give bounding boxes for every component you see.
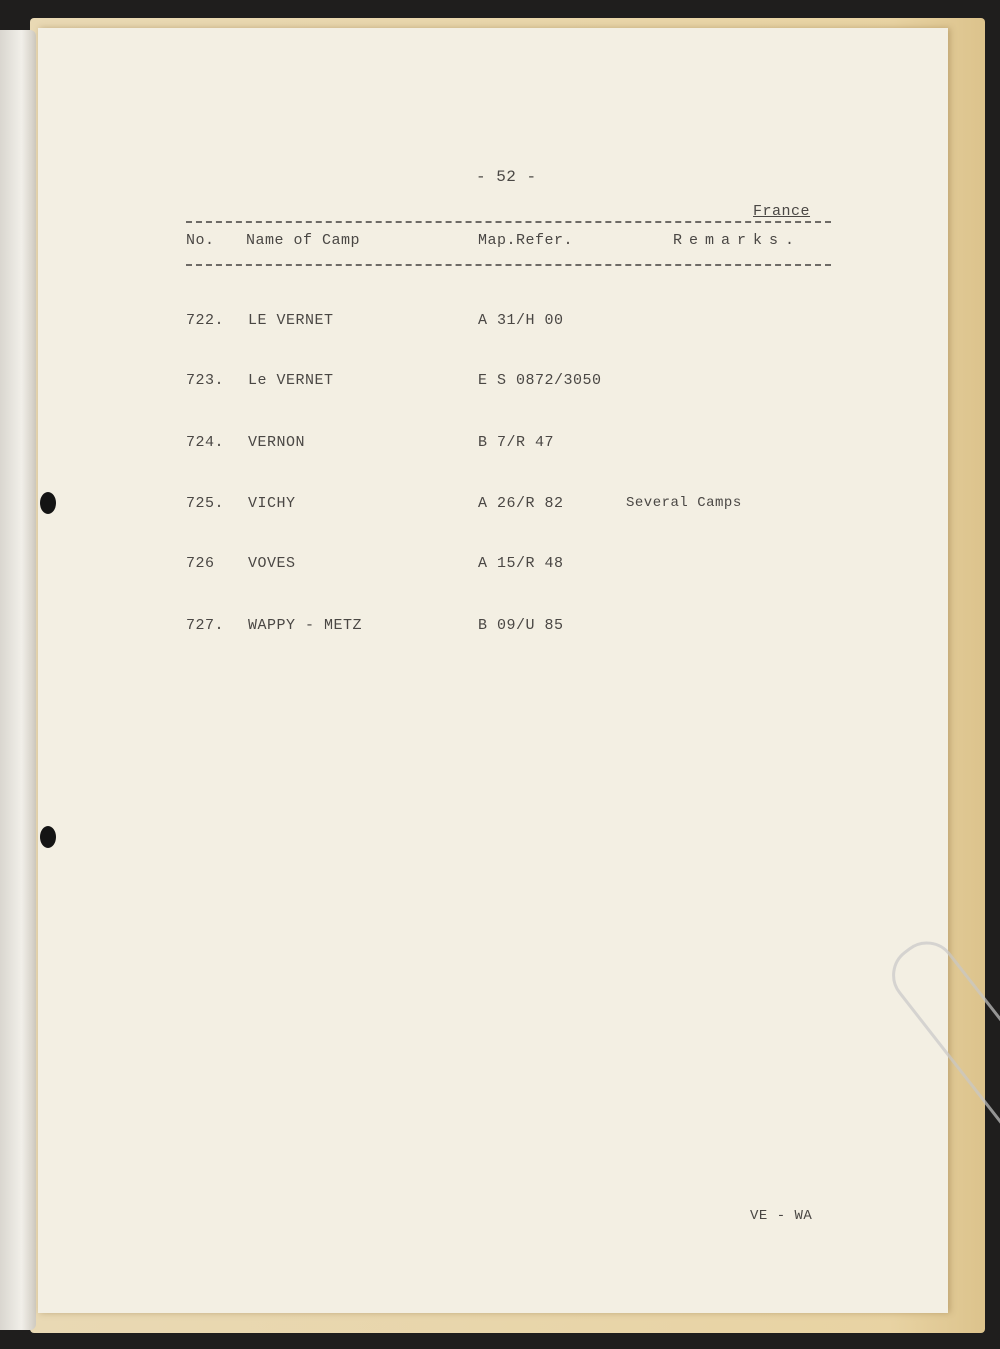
camp-name: VOVES (248, 555, 296, 572)
row-number: 726 (186, 555, 215, 572)
table-row (38, 555, 948, 585)
remarks: Several Camps (626, 495, 742, 511)
row-number: 723. (186, 372, 225, 389)
map-reference: A 31/H 00 (478, 312, 564, 329)
map-reference: B 7/R 47 (478, 434, 555, 451)
header-remarks: Remarks. (673, 232, 802, 249)
row-number: 725. (186, 495, 225, 512)
map-reference: A 26/R 82 (478, 495, 564, 512)
table-row (38, 312, 948, 342)
country-heading: France (753, 203, 811, 220)
document-page (38, 28, 948, 1313)
header-rule-bottom (186, 264, 831, 266)
camp-name: VERNON (248, 434, 306, 451)
map-reference: A 15/R 48 (478, 555, 564, 572)
table-row (38, 434, 948, 464)
table-row (38, 495, 948, 525)
punch-hole (40, 826, 56, 848)
header-rule-top (186, 221, 831, 223)
map-reference: B 09/U 85 (478, 617, 564, 634)
header-map-reference: Map.Refer. (478, 232, 574, 249)
table-row (38, 617, 948, 647)
row-number: 727. (186, 617, 225, 634)
row-number: 722. (186, 312, 225, 329)
camp-name: VICHY (248, 495, 296, 512)
header-no: No. (186, 232, 215, 249)
row-number: 724. (186, 434, 225, 451)
camp-name: Le VERNET (248, 372, 334, 389)
punch-hole (40, 492, 56, 514)
table-row (38, 372, 948, 402)
map-reference: E S 0872/3050 (478, 372, 602, 389)
camp-name: LE VERNET (248, 312, 334, 329)
footer-range: VE - WA (750, 1208, 813, 1224)
page-number: - 52 - (476, 168, 537, 186)
camp-name: WAPPY - METZ (248, 617, 363, 634)
binder-edge (0, 30, 36, 1330)
header-name: Name of Camp (246, 232, 361, 249)
